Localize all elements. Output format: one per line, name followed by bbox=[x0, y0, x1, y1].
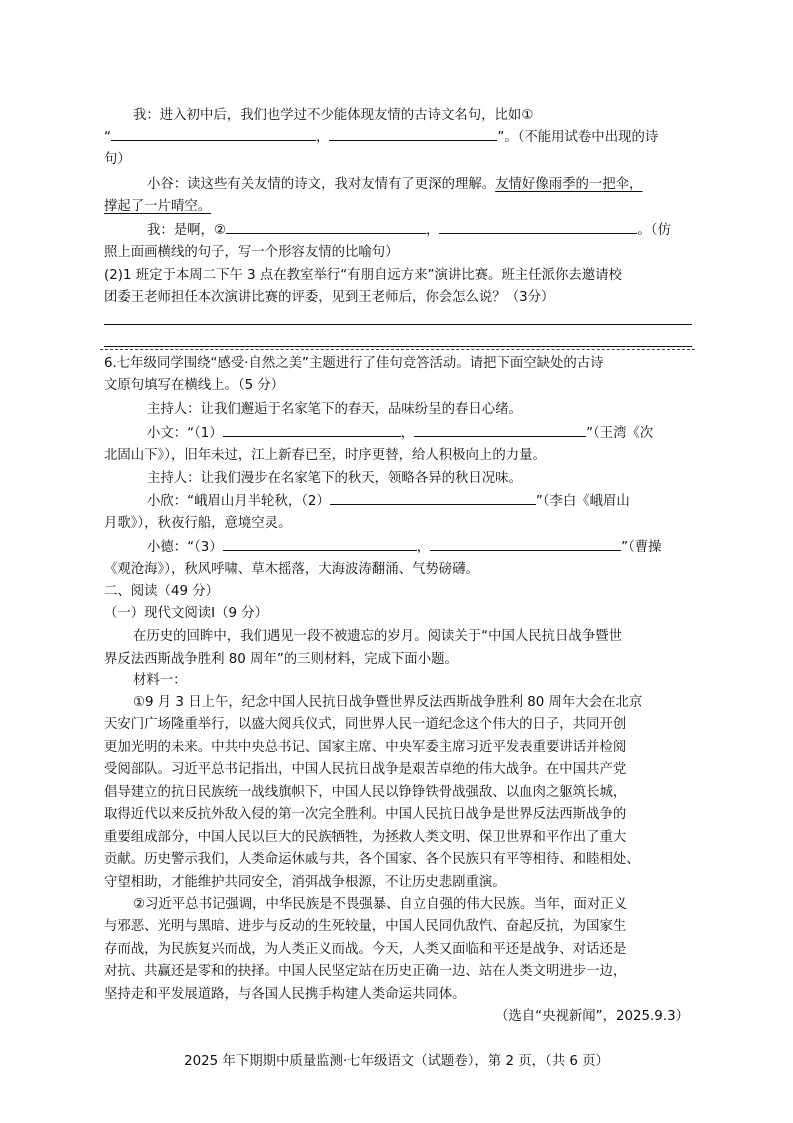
text-line: 小谷：读这些有关友情的诗文，我对友情有了更深的理解。友情好像雨季的一把伞， bbox=[147, 177, 643, 192]
paragraph-line: 天安门广场隆重举行，以盛大阅兵仪式，同世界人民一道纪念这个伟大的日子，共同开创 bbox=[104, 717, 627, 732]
answer-blank[interactable] bbox=[223, 537, 417, 551]
answer-line: 小欣：“峨眉山月半轮秋，（2） ”（李白《峨眉山 bbox=[147, 491, 630, 512]
paragraph-line: 重要组成部分，中国人民以巨大的民族牺牲，为拯救人类文明、保卫世界和平作出了重大 bbox=[104, 830, 627, 845]
answer-line: 小文：“（1） ， ”（王湾《次 bbox=[147, 423, 653, 444]
answer-rule[interactable] bbox=[104, 324, 692, 325]
text-line: 界反法西斯战争胜利 80 周年”的三则材料，完成下面小题。 bbox=[104, 652, 458, 667]
underlined-sentence: 友情好像雨季的一把伞， bbox=[495, 177, 643, 192]
answer-blank[interactable] bbox=[226, 220, 426, 234]
question-6: 6.七年级同学围绕“感受·自然之美”主题进行了佳句竞答活动。请把下面空缺处的古诗 bbox=[104, 356, 604, 371]
paragraph-line: 受阅部队。习近平总书记指出，中国人民抗日战争是艰苦卓绝的伟大战争。在中国共产党 bbox=[104, 762, 627, 777]
text-line: 句） bbox=[104, 152, 131, 167]
text-line: 主持人：让我们漫步在名家笔下的秋天，领略各异的秋日况味。 bbox=[147, 471, 522, 486]
answer-blank[interactable] bbox=[111, 127, 316, 141]
text-line: 团委王老师担任本次演讲比赛的评委，见到王老师后，你会怎么说？（3分） bbox=[104, 290, 555, 305]
paragraph-line: 更加光明的未来。中共中央总书记、国家主席、中央军委主席习近平发表重要讲话并检阅 bbox=[104, 740, 627, 755]
text-line: 文原句填写在横线上。（5 分） bbox=[104, 378, 285, 393]
text-line: 月歌》），秋夜行船，意境空灵。 bbox=[104, 516, 292, 531]
paragraph-line: 对抗、共赢还是零和的抉择。中国人民坚定站在历史正确一边、站在人类文明进步一边， bbox=[104, 964, 627, 979]
source-citation: （选自“央视新闻”，2025.9.3） bbox=[494, 1009, 689, 1024]
text-line: 北固山下》），旧年未过，江上新春已至，时序更替，给人积极向上的力量。 bbox=[104, 448, 546, 463]
page-footer: 2025 年下期期中质量监测·七年级语文（试题卷），第 2 页，（共 6 页） bbox=[184, 1054, 609, 1069]
text-line: 我：进入初中后，我们也学过不少能体现友情的古诗文名句，比如① bbox=[133, 108, 534, 123]
text-line: (2)1 班定于本周二下午 3 点在教室举行“有朋自远方来”演讲比赛。班主任派你去邀请校 bbox=[104, 268, 622, 283]
answer-blank[interactable] bbox=[430, 537, 621, 551]
answer-blank[interactable] bbox=[223, 423, 401, 437]
text-line: 《观沧海》），秋风呼啸、草木摇落，大海波涛翻涌、气势磅礴。 bbox=[104, 562, 479, 577]
text-line: 照上面画横线的句子，写一个形容友情的比喻句） bbox=[104, 245, 399, 260]
section-heading: 二、阅读（49 分） bbox=[104, 584, 220, 599]
text-line bbox=[104, 197, 211, 217]
answer-blank[interactable] bbox=[439, 220, 637, 234]
answer-blank[interactable] bbox=[414, 423, 586, 437]
paragraph-line: ②习近平总书记强调，中华民族是不畏强暴、自立自强的伟大民族。当年，面对正义 bbox=[133, 897, 628, 912]
paragraph-line: 倡导建立的抗日民族统一战线旗帜下，中国人民以铮铮铁骨战强敌、以血肉之躯筑长城， bbox=[104, 785, 627, 800]
answer-line: “ ， ”。（不能用试卷中出现的诗 bbox=[104, 127, 658, 148]
text-line: 主持人：让我们邂逅于名家笔下的春天，品味纷呈的春日心绪。 bbox=[147, 402, 522, 417]
answer-line: 我：是啊，② ， 。（仿 bbox=[147, 220, 671, 241]
paragraph-line: ①9 月 3 日上午，纪念中国人民抗日战争暨世界反法西斯战争胜利 80 周年大会在北京 bbox=[133, 695, 643, 710]
paragraph-line: 坚持走和平发展道路，与各国人民携手构建人类命运共同体。 bbox=[104, 987, 466, 1002]
text-line: 在历史的回眸中，我们遇见一段不被遗忘的岁月。阅读关于“中国人民抗日战争暨世 bbox=[133, 629, 622, 644]
paragraph-line: 取得近代以来反抗外敌入侵的第一次完全胜利。中国人民抗日战争是世界反法西斯战争的 bbox=[104, 807, 627, 822]
answer-line: 小德：“（3） ， ”（曹操 bbox=[147, 537, 662, 558]
subsection-heading: （一）现代文阅读Ⅰ（9 分） bbox=[104, 606, 269, 621]
paragraph-line: 守望相助，才能维护共同安全，消弭战争根源，不让历史悲剧重演。 bbox=[104, 875, 506, 890]
paragraph-line: 与邪恶、光明与黑暗、进步与反动的生死较量，中国人民同仇敌忾、奋起反抗，为国家生 bbox=[104, 919, 627, 934]
answer-blank[interactable] bbox=[329, 127, 497, 141]
section-divider bbox=[100, 349, 695, 350]
underlined-sentence: 撑起了一片晴空。 bbox=[104, 199, 212, 214]
answer-rule[interactable] bbox=[104, 346, 692, 347]
paragraph-line: 存而战，为民族复兴而战，为人类正义而战。今天，人类又面临和平还是战争、对话还是 bbox=[104, 942, 627, 957]
paragraph-line: 贡献。历史警示我们，人类命运休戚与共，各个国家、各个民族只有平等相待、和睦相处、 bbox=[104, 852, 640, 867]
material-label: 材料一： bbox=[133, 673, 187, 688]
answer-blank[interactable] bbox=[330, 491, 536, 505]
